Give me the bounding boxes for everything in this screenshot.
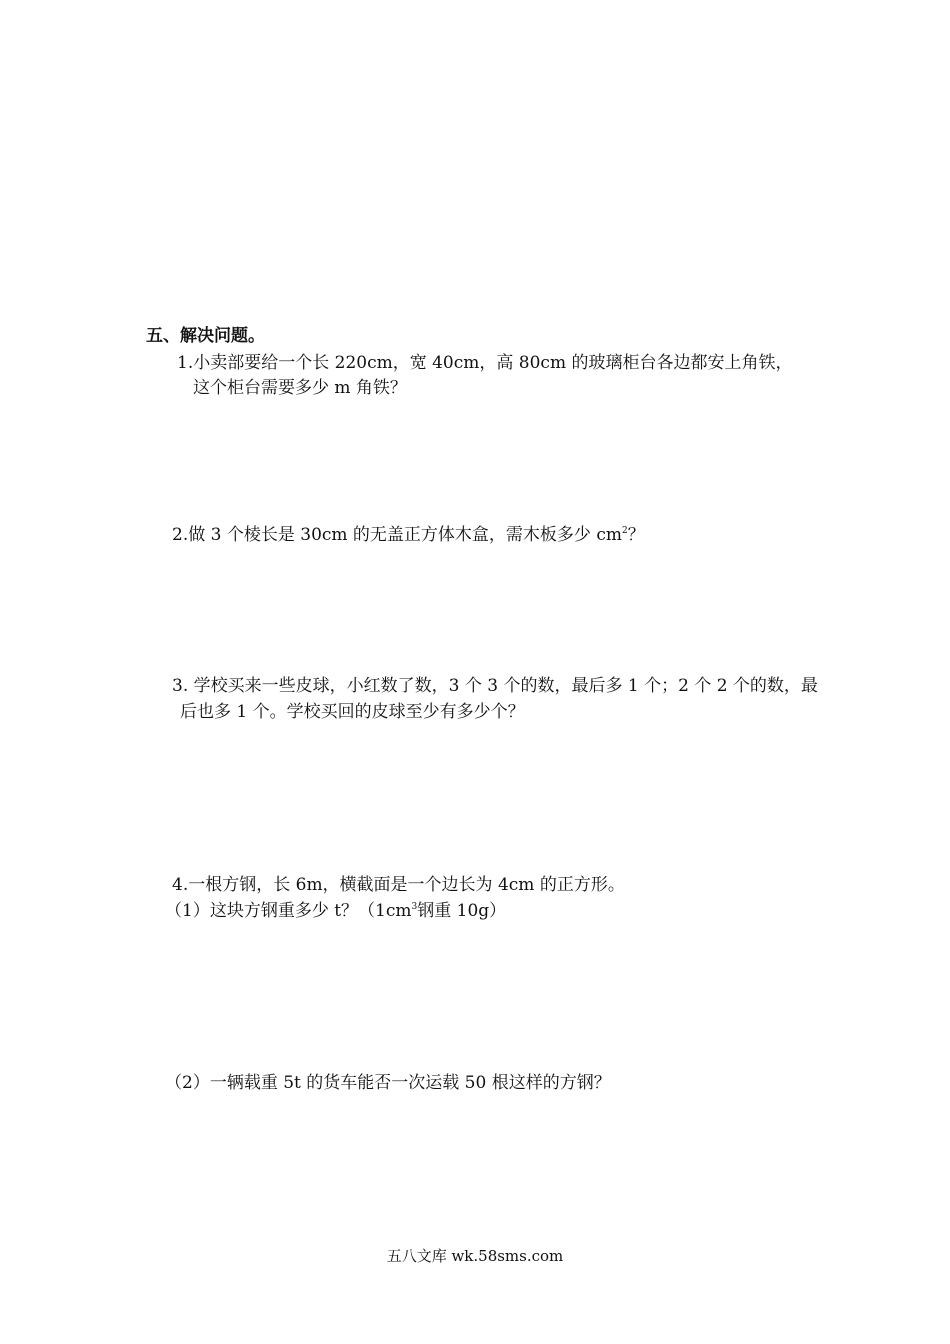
section-heading: 五、解决问题。 [146, 326, 265, 346]
problem-2-line-1 [172, 524, 645, 546]
problem-4-sub1-superscript: 3 [411, 902, 418, 912]
problem-4-subquestion-2: （2）一辆载重 5t 的货车能否一次运载 50 根这样的方钢？ [165, 1073, 611, 1093]
problem-2-text-end: ？ [627, 525, 645, 545]
problem-4-sub1-text: （1）这块方钢重多少 t？（1cm [165, 901, 412, 921]
page-footer: 五八文库 wk.58sms.com [386, 1247, 564, 1265]
problem-2-text: 2.做 3 个棱长是 30cm 的无盖正方体木盒，需木板多少 cm [172, 525, 622, 545]
problem-4-line-1: 4.一根方钢，长 6m，横截面是一个边长为 4cm 的正方形。 [172, 875, 625, 895]
problem-4-sub1-text-end: 钢重 10g） [417, 901, 507, 921]
problem-3-line-2: 后也多 1 个。学校买回的皮球至少有多少个？ [180, 702, 525, 722]
problem-1-line-1: 1.小卖部要给一个长 220cm，宽 40cm，高 80cm 的玻璃柜台各边都安上角铁， [177, 353, 793, 373]
problem-1-line-2: 这个柜台需要多少 m 角铁？ [193, 378, 407, 398]
problem-3-line-1: 3. 学校买来一些皮球，小红数了数，3 个 3 个的数，最后多 1 个；2 个 2 个的数，最 [172, 676, 818, 696]
problem-4-subquestion-1 [165, 900, 506, 922]
problem-2-superscript: 2 [621, 526, 628, 536]
